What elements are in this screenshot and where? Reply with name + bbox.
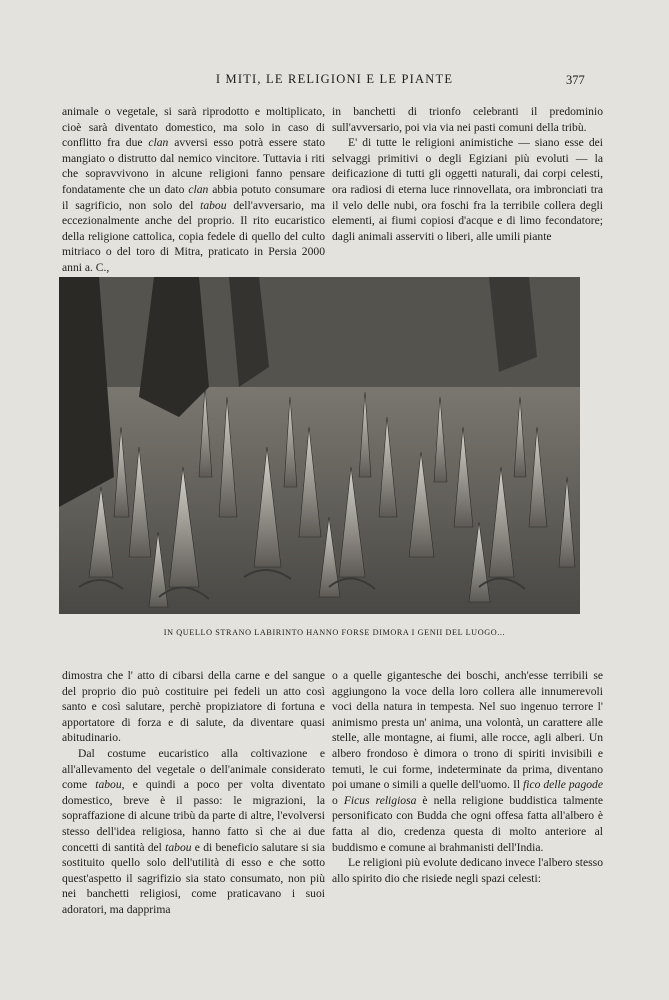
- paragraph: in banchetti di trionfo celebranti il predominio sull'avversario, poi via via nei pasti comuni della tribù.: [332, 105, 603, 134]
- figure-caption: IN QUELLO STRANO LABIRINTO HANNO FORSE DIMORA I GENII DEL LUOGO...: [163, 628, 506, 637]
- text-run: o a quelle gigantesche dei boschi, anch'esse terribili se aggiungono la voce della loro collera alle innumerevoli voci della natura in tempesta. Nel suo ingenuo terrore l' animismo presta un' anima, una volontà, un carattere alle stelle, alle montagne, ai fiumi, alle rocce, agli alberi. Un albero frondoso è dimora o trono di spiriti invisibili e temuti, le cui forme, indeterminate da prima, diventano poi umane o simili a quelle dell'uomo. Il: [332, 669, 603, 792]
- italic-term: tabou: [95, 778, 122, 792]
- text-run: o: [332, 793, 344, 807]
- illustration-drawing: [59, 277, 580, 614]
- forest-illustration: [59, 277, 580, 614]
- italic-term: tabou: [165, 840, 192, 854]
- italic-term: clan: [188, 182, 209, 196]
- paragraph: dimostra che l' atto di cibarsi della carne e del sangue del proprio dio può costituire pei fedeli un atto così santo e così salutare, perchè propiziatore di fortuna e apportatore di forza e di salute, da diventare quasi abitudinario.: [62, 669, 325, 745]
- text-run: dell'avversario, ma eccezionalmente anche del proprio. Il rito eucaristico della religione cattolica, copia fedele di quello del culto mitriaco o del toro di Mitra, praticato in Persia 2000 anni a. C.,: [62, 198, 325, 274]
- text-run: è nella religione buddistica talmente personificato con Budda che ogni offesa fatta all'albero è fatta al dio, credenza questa di molto anteriore al buddismo e comune ai brahmanisti dell'India.: [332, 793, 603, 854]
- italic-term: Ficus religiosa: [343, 793, 417, 807]
- running-header: I MITI, LE RELIGIONI E LE PIANTE: [215, 72, 454, 86]
- paragraph: [62, 746, 325, 918]
- text-run: Dal costume eucaristico alla coltivazione e all'allevamento del vegetale o dell'animale considerato come: [62, 746, 325, 792]
- top-left-column: [62, 104, 325, 274]
- text-run: abbia potuto consumare il sagrificio, non solo del: [62, 182, 325, 212]
- bottom-left-column: [62, 668, 325, 916]
- italic-term: tabou: [200, 198, 227, 212]
- text-run: e di beneficio salutare si sia sostituito quello solo dell'utilità di esso e che sotto quest'aspetto il sagrifizio sia stato consumato, non più nei banchetti religiosi, come praticavano i suoi adoratori, ma dapprima: [62, 840, 325, 916]
- page-number: 377: [566, 73, 585, 87]
- top-right-column: [332, 104, 603, 254]
- text-run: , e quindi a poco per volta diventato domestico, breve è il passo: le migrazioni, la sopraffazione di alcune tribù da parte di altre, l'evolversi stesso dell'idea religiosa, hanno fatto sì che ai due concetti di santità del: [62, 778, 325, 854]
- paragraph: [332, 668, 603, 855]
- italic-term: fico delle pagode: [523, 778, 603, 792]
- paragraph: E' di tutte le religioni animistiche — siano esse dei selvaggi primitivi o degli Egiziani più evoluti — la deificazione di tutti gli oggetti naturali, dai corpi celesti, ora radiosi di eterna luce rinnovellata, ora imbronciati tra il velo delle nubi, ora foschi fra la terribile collera degli elementi, ai fiumi copiosi d'acque e di limo fecondatore; dagli animali asserviti o liberi, alle umili piante: [332, 136, 603, 243]
- bottom-right-column: [332, 668, 603, 885]
- paragraph: Le religioni più evolute dedicano invece l'albero stesso allo spirito dio che risiede negli spazi celesti:: [332, 856, 603, 885]
- text-run: avversi esso potrà essere stato mangiato o distrutto dal nemico vincitore. Tuttavia i riti che sopravvivono in alcune religioni fanno pensare fondatamente che un dato: [62, 136, 325, 196]
- paragraph: [62, 104, 325, 276]
- text-run: animale o vegetale, si sarà riprodotto e moltiplicato, cioè sarà diventato domestico, ma solo in caso di conflitto fra due: [62, 105, 325, 150]
- italic-term: clan: [148, 136, 169, 150]
